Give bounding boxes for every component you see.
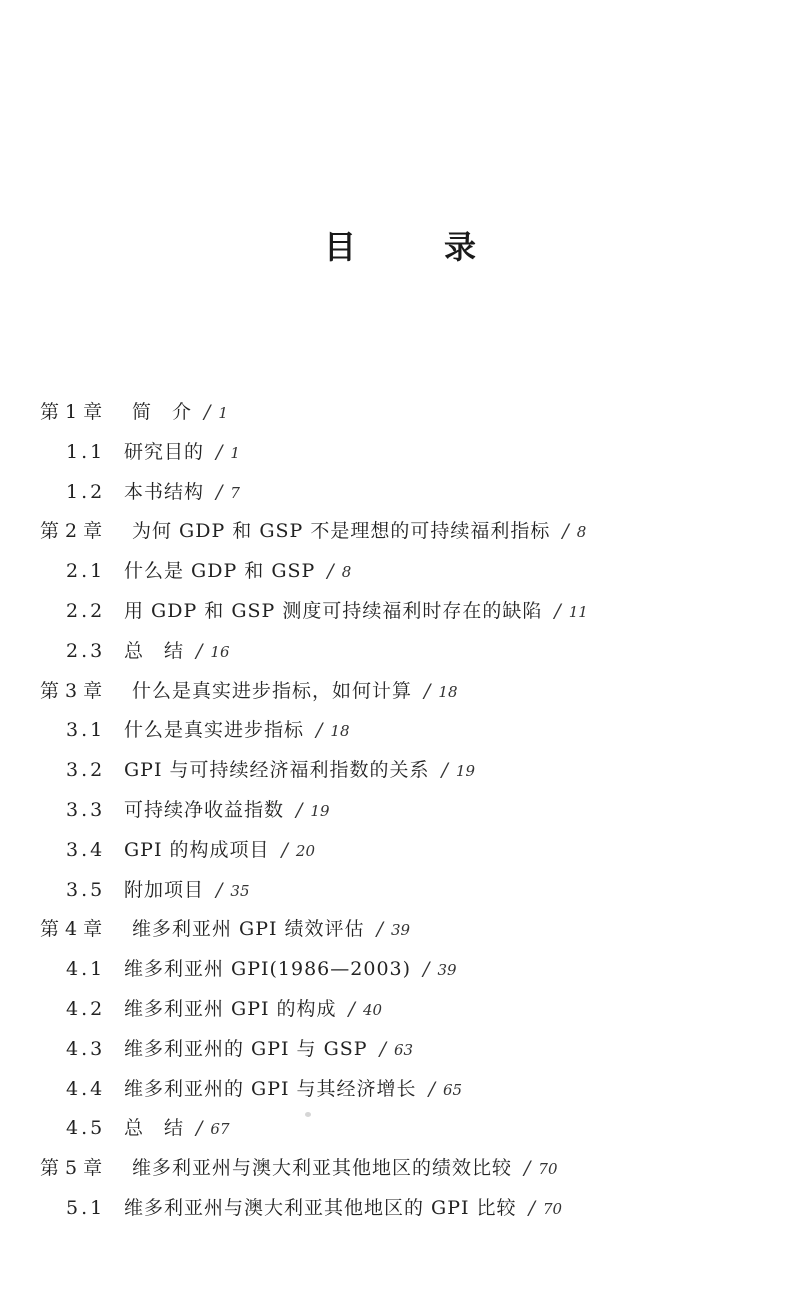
toc-entry-page-number: 19: [455, 762, 476, 780]
toc-entry-number: 4.4: [66, 1078, 106, 1100]
toc-entry-title: 维多利亚州 GPI(1986—2003): [124, 958, 412, 980]
toc-entry-number: 1.2: [66, 481, 106, 503]
toc-entry-number: 3.2: [66, 759, 106, 781]
toc-entry-separator: /: [196, 1117, 203, 1139]
toc-entry-number: 4.3: [66, 1038, 106, 1060]
toc-entry-separator: /: [424, 680, 431, 702]
paper-speck: [305, 1112, 311, 1117]
toc-section-entry: [66, 1196, 562, 1221]
toc-section-entry: [66, 480, 240, 505]
toc-entry-page-number: 1: [218, 404, 228, 422]
toc-entry-separator: /: [216, 879, 223, 901]
toc-entry-number: 第 5 章: [40, 1157, 103, 1179]
toc-entry-title: 维多利亚州与澳大利亚其他地区的绩效比较: [132, 1157, 513, 1179]
toc-section-entry: [66, 957, 457, 982]
toc-entry-separator: /: [296, 799, 303, 821]
toc-entry-page-number: 8: [341, 563, 352, 581]
toc-entry-separator: /: [428, 1078, 435, 1100]
toc-chapter-entry: [40, 679, 458, 704]
toc-entry-page-number: 8: [576, 523, 587, 541]
toc-entry-title: 总 结: [124, 1117, 185, 1139]
toc-entry-title: 附加项目: [124, 879, 205, 901]
toc-section-entry: [66, 718, 350, 743]
toc-section-entry: [66, 878, 250, 903]
toc-section-entry: [66, 838, 315, 863]
toc-chapter-entry: [40, 917, 410, 942]
toc-chapter-entry: [40, 519, 586, 544]
toc-entry-page-number: 16: [210, 643, 230, 661]
toc-section-entry: [66, 599, 588, 624]
toc-entry-separator: /: [216, 441, 223, 463]
toc-entry-title: GPI 的构成项目: [124, 839, 270, 861]
toc-entry-title: 用 GDP 和 GSP 测度可持续福利时存在的缺陷: [124, 600, 543, 622]
toc-entry-number: 2.1: [66, 560, 106, 582]
toc-entry-number: 2.3: [66, 640, 106, 662]
toc-entry-separator: /: [562, 520, 569, 542]
toc-entry-page-number: 40: [362, 1001, 383, 1019]
toc-section-entry: [66, 798, 330, 823]
toc-entry-separator: /: [379, 1038, 386, 1060]
toc-entry-separator: /: [327, 560, 334, 582]
toc-entry-page-number: 18: [438, 683, 458, 701]
toc-entry-separator: /: [423, 958, 430, 980]
toc-entry-number: 2.2: [66, 600, 106, 622]
toc-entry-page-number: 20: [295, 842, 316, 860]
toc-entry-title: 研究目的: [124, 441, 205, 463]
toc-entry-title: 什么是 GDP 和 GSP: [124, 560, 316, 582]
toc-entry-number: 3.5: [66, 879, 106, 901]
toc-section-entry: [66, 559, 351, 584]
toc-entry-number: 5.1: [66, 1197, 106, 1219]
toc-entry-separator: /: [216, 481, 223, 503]
toc-entry-page-number: 39: [437, 961, 457, 979]
toc-entry-page-number: 67: [210, 1120, 230, 1138]
toc-entry-title: 简 介: [132, 401, 193, 423]
toc-entry-title: 总 结: [124, 640, 185, 662]
toc-entry-separator: /: [348, 998, 355, 1020]
toc-entry-page-number: 18: [330, 722, 350, 740]
toc-entry-number: 第 3 章: [40, 680, 103, 702]
toc-entry-separator: /: [554, 600, 561, 622]
toc-entry-page-number: 39: [390, 921, 411, 939]
toc-section-entry: [66, 758, 475, 783]
toc-entry-page-number: 7: [230, 484, 240, 502]
toc-entry-separator: /: [196, 640, 203, 662]
toc-entry-number: 第 4 章: [40, 918, 103, 940]
page-title: 目 录: [323, 228, 504, 266]
toc-entry-page-number: 19: [310, 802, 330, 820]
toc-entry-title: 什么是真实进步指标，如何计算: [132, 680, 413, 702]
toc-entry-title: 什么是真实进步指标: [124, 719, 305, 741]
toc-entry-page-number: 35: [230, 882, 250, 900]
toc-section-entry: [66, 1077, 462, 1102]
toc-entry-title: 维多利亚州的 GPI 与 GSP: [124, 1038, 368, 1060]
toc-entry-title: 维多利亚州的 GPI 与其经济增长: [124, 1078, 417, 1100]
toc-entry-separator: /: [204, 401, 211, 423]
toc-section-entry: [66, 1037, 413, 1062]
toc-entry-page-number: 63: [393, 1041, 414, 1059]
toc-entry-page-number: 1: [230, 444, 240, 462]
toc-entry-number: 3.1: [66, 719, 106, 741]
toc-entry-number: 3.4: [66, 839, 106, 861]
toc-entry-number: 4.5: [66, 1117, 106, 1139]
toc-entry-page-number: 70: [542, 1200, 563, 1218]
toc-entry-number: 1.1: [66, 441, 106, 463]
toc-entry-page-number: 65: [442, 1081, 463, 1099]
toc-entry-number: 4.1: [66, 958, 106, 980]
toc-entry-title: 维多利亚州 GPI 绩效评估: [132, 918, 365, 940]
toc-entry-title: 为何 GDP 和 GSP 不是理想的可持续福利指标: [132, 520, 551, 542]
toc-entry-separator: /: [441, 759, 448, 781]
toc-entry-title: 维多利亚州 GPI 的构成: [124, 998, 337, 1020]
toc-entry-number: 第 2 章: [40, 520, 103, 542]
toc-entry-page-number: 70: [538, 1160, 558, 1178]
toc-entry-title: 本书结构: [124, 481, 205, 503]
toc-entry-separator: /: [524, 1157, 531, 1179]
toc-entry-page-number: 11: [568, 603, 588, 621]
toc-section-entry: [66, 639, 230, 664]
toc-chapter-entry: [40, 400, 228, 425]
toc-entry-number: 第 1 章: [40, 401, 103, 423]
toc-entry-title: 可持续净收益指数: [124, 799, 285, 821]
toc-entry-number: 3.3: [66, 799, 106, 821]
toc-section-entry: [66, 997, 382, 1022]
toc-section-entry: [66, 1116, 230, 1141]
toc-entry-separator: /: [316, 719, 323, 741]
toc-entry-number: 4.2: [66, 998, 106, 1020]
toc-section-entry: [66, 440, 240, 465]
toc-entry-title: GPI 与可持续经济福利指数的关系: [124, 759, 430, 781]
toc-chapter-entry: [40, 1156, 558, 1181]
toc-entry-separator: /: [528, 1197, 535, 1219]
toc-entry-separator: /: [376, 918, 383, 940]
toc-entry-separator: /: [281, 839, 288, 861]
toc-entry-title: 维多利亚州与澳大利亚其他地区的 GPI 比较: [124, 1197, 517, 1219]
